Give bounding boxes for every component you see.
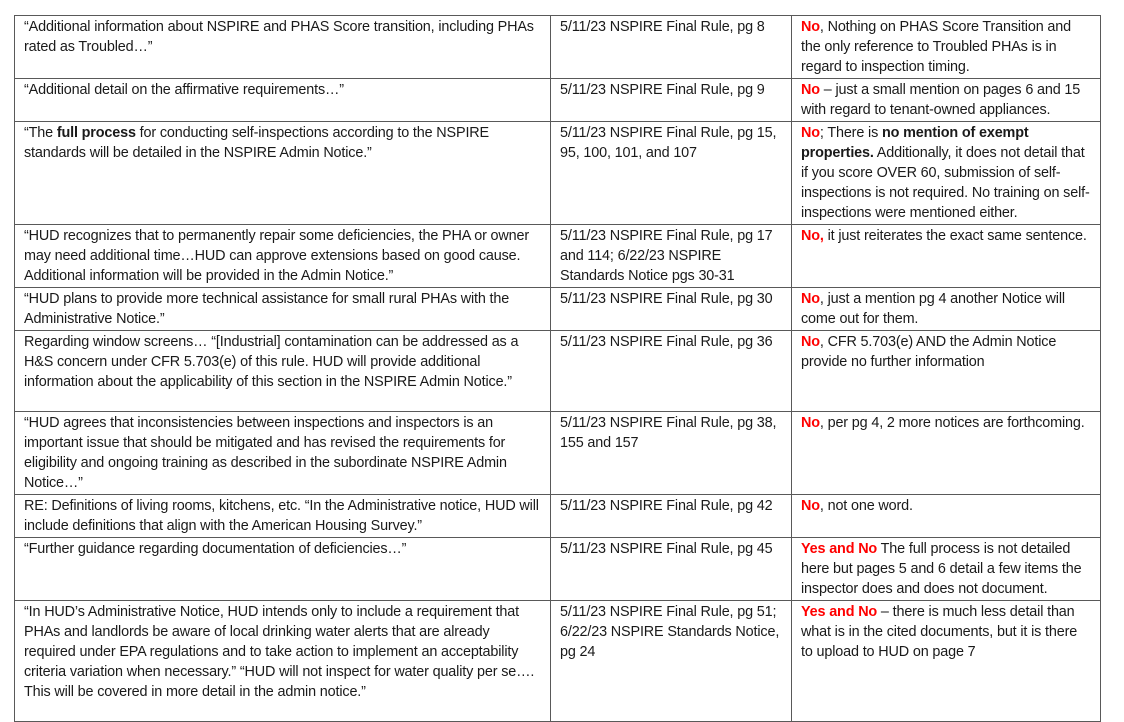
answer-text: – just a small mention on pages 6 and 15 with regard to tenant-owned appliances.: [801, 82, 1081, 118]
quote-text: “The: [24, 125, 57, 141]
reference-cell: [551, 331, 792, 412]
reference-cell: [551, 412, 792, 495]
verdict-label: Yes and No: [801, 541, 878, 557]
quote-text: “HUD recognizes that to permanently repair some deficiencies, the PHA or owner may need additional time…HUD can approve extensions based on good cause. Additional information will be provided in the Admin Notice.”: [24, 228, 529, 284]
answer-cell: [792, 288, 1101, 331]
verdict-label: No: [801, 125, 820, 141]
emphasis-text: no mention of exempt properties.: [801, 125, 1029, 161]
reference-cell: [551, 79, 792, 122]
answer-cell: [792, 538, 1101, 601]
reference-text: 5/11/23 NSPIRE Final Rule, pg 42: [560, 498, 773, 514]
answer-cell: [792, 495, 1101, 538]
quote-cell: [15, 79, 551, 122]
reference-cell: [551, 122, 792, 225]
quote-text: Regarding window screens… “[Industrial] contamination can be addressed as a H&S concern under CFR 5.703(e) of this rule. HUD will provide additional information about the applicability of this section in the NSPIRE Admin Notice.”: [24, 334, 519, 390]
quote-cell: [15, 412, 551, 495]
reference-cell: [551, 225, 792, 288]
reference-text: 5/11/23 NSPIRE Final Rule, pg 17 and 114; 6/22/23 NSPIRE Standards Notice pgs 30-31: [560, 228, 773, 284]
answer-text: , per pg 4, 2 more notices are forthcoming.: [819, 415, 1085, 431]
answer-text: , not one word.: [819, 498, 913, 514]
table-row: [15, 79, 1101, 122]
quote-cell: [15, 601, 551, 722]
answer-cell: [792, 122, 1101, 225]
verdict-label: No: [801, 82, 820, 98]
reference-text: 5/11/23 NSPIRE Final Rule, pg 38, 155 and 157: [560, 415, 777, 451]
quote-text: RE: Definitions of living rooms, kitchens, etc. “In the Administrative notice, HUD will include definitions that align with the American Housing Survey.”: [24, 498, 539, 534]
answer-cell: [792, 412, 1101, 495]
answer-cell: [792, 225, 1101, 288]
quote-text: “In HUD’s Administrative Notice, HUD intends only to include a requirement that PHAs and landlords be aware of local drinking water alerts that are already required under EPA regulations and to take action to implement an acceptability criteria variation when necessary.” “HUD will not inspect for water quality per se…. This will be covered in more detail in the admin notice.”: [24, 604, 535, 700]
quote-text: “HUD agrees that inconsistencies between inspections and inspectors is an important issue that should be mitigated and has revised the requirements for eligibility and ongoing training as described in the subordinate NSPIRE Admin Notice…”: [24, 415, 507, 491]
table-row: [15, 538, 1101, 601]
table-row: [15, 331, 1101, 412]
verdict-label: No: [801, 415, 820, 431]
verdict-label: No: [801, 334, 820, 350]
answer-text: The full process is not detailed here but pages 5 and 6 detail a few items the inspector does and does not document.: [801, 541, 1082, 597]
quote-text: for conducting self-inspections according to the NSPIRE standards will be detailed in the NSPIRE Admin Notice.”: [24, 125, 489, 161]
reference-text: 5/11/23 NSPIRE Final Rule, pg 36: [560, 334, 773, 350]
emphasis-text: full process: [56, 125, 136, 141]
quote-cell: [15, 288, 551, 331]
quote-cell: [15, 122, 551, 225]
table-row: [15, 412, 1101, 495]
answer-text: , Nothing on PHAS Score Transition and the only reference to Troubled PHAs is in regard to inspection timing.: [801, 19, 1071, 75]
quote-cell: [15, 538, 551, 601]
quote-text: “Additional detail on the affirmative requirements…”: [24, 82, 344, 98]
table-row: [15, 601, 1101, 722]
reference-text: 5/11/23 NSPIRE Final Rule, pg 51; 6/22/23 NSPIRE Standards Notice, pg 24: [560, 604, 780, 660]
table-row: [15, 16, 1101, 79]
reference-text: 5/11/23 NSPIRE Final Rule, pg 30: [560, 291, 773, 307]
answer-cell: [792, 331, 1101, 412]
reference-cell: [551, 601, 792, 722]
quote-cell: [15, 16, 551, 79]
verdict-label: No,: [801, 228, 824, 244]
answer-text: , just a mention pg 4 another Notice will come out for them.: [801, 291, 1065, 327]
reference-text: 5/11/23 NSPIRE Final Rule, pg 45: [560, 541, 773, 557]
answer-text: – there is much less detail than what is in the cited documents, but it is there to upload to HUD on page 7: [801, 604, 1078, 660]
answer-cell: [792, 79, 1101, 122]
quote-text: “HUD plans to provide more technical assistance for small rural PHAs with the Administrative Notice.”: [24, 291, 510, 327]
quote-cell: [15, 495, 551, 538]
verdict-label: No: [801, 291, 820, 307]
verdict-label: No: [801, 19, 820, 35]
table-row: [15, 122, 1101, 225]
reference-cell: [551, 288, 792, 331]
answer-text: ; There is: [819, 125, 882, 141]
answer-text: it just reiterates the exact same sentence.: [823, 228, 1087, 244]
reference-cell: [551, 495, 792, 538]
reference-cell: [551, 538, 792, 601]
nspire-comparison-table: [14, 15, 1101, 722]
answer-text: Additionally, it does not detail that if you score OVER 60, submission of self-inspections is not required. No training on self-inspections were mentioned either.: [801, 145, 1090, 221]
answer-cell: [792, 601, 1101, 722]
reference-text: 5/11/23 NSPIRE Final Rule, pg 15, 95, 100, 101, and 107: [560, 125, 777, 161]
table-row: [15, 225, 1101, 288]
reference-text: 5/11/23 NSPIRE Final Rule, pg 8: [560, 19, 765, 35]
quote-text: “Further guidance regarding documentation of deficiencies…”: [24, 541, 407, 557]
reference-text: 5/11/23 NSPIRE Final Rule, pg 9: [560, 82, 765, 98]
table-row: [15, 288, 1101, 331]
quote-cell: [15, 331, 551, 412]
quote-cell: [15, 225, 551, 288]
reference-cell: [551, 16, 792, 79]
verdict-label: Yes and No: [801, 604, 878, 620]
quote-text: “Additional information about NSPIRE and PHAS Score transition, including PHAs rated as Troubled…”: [24, 19, 534, 55]
answer-cell: [792, 16, 1101, 79]
table-row: [15, 495, 1101, 538]
answer-text: , CFR 5.703(e) AND the Admin Notice provide no further information: [801, 334, 1057, 370]
verdict-label: No: [801, 498, 820, 514]
